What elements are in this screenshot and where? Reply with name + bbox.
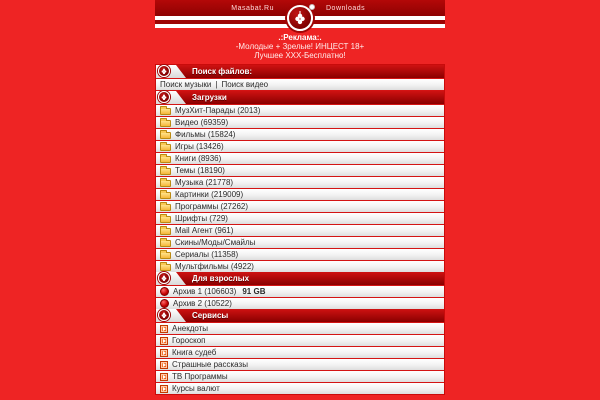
- folder-label: Программы (27262): [175, 202, 249, 211]
- service-row[interactable]: [156, 347, 444, 358]
- site-logo-icon[interactable]: [287, 5, 313, 31]
- folder-label: Книги (8936): [175, 154, 222, 163]
- service-row[interactable]: [156, 359, 444, 370]
- adult-archive-row[interactable]: [156, 298, 444, 309]
- folder-icon: [160, 108, 171, 115]
- section-header-services: [156, 309, 444, 322]
- section-title: Для взрослых: [192, 274, 250, 283]
- folder-icon: [160, 252, 171, 259]
- folder-icon: [160, 180, 171, 187]
- search-video-link[interactable]: Поиск видео: [221, 80, 269, 89]
- search-music-link[interactable]: Поиск музыки: [160, 80, 212, 89]
- site-logo-icon: [158, 91, 170, 103]
- site-name: Masabat.Ru: [231, 4, 274, 12]
- folder-row[interactable]: [156, 249, 444, 260]
- section-title: Загрузки: [192, 93, 227, 102]
- services-list: [156, 323, 444, 394]
- section-title: Сервисы: [192, 311, 229, 320]
- section-header-search: [156, 65, 444, 78]
- folder-row[interactable]: [156, 177, 444, 188]
- archive-label: Архив 2 (10522): [173, 299, 232, 308]
- folder-icon: [160, 192, 171, 199]
- link-separator: |: [215, 80, 218, 89]
- service-row[interactable]: [156, 335, 444, 346]
- folder-label: МузХит-Парады (2013): [175, 106, 261, 115]
- ad-title: .:Реклама:.: [278, 33, 322, 42]
- folder-icon: [160, 216, 171, 223]
- folder-label: Видео (69359): [175, 118, 229, 127]
- folder-label: Фильмы (15824): [175, 130, 236, 139]
- arrow-bullet-icon: [160, 325, 168, 333]
- site-header: [155, 0, 445, 28]
- folder-row[interactable]: [156, 189, 444, 200]
- arrow-bullet-icon: [160, 373, 168, 381]
- folder-row[interactable]: [156, 213, 444, 224]
- folder-label: Мультфильмы (4922): [175, 262, 254, 271]
- arrow-bullet-icon: [160, 361, 168, 369]
- service-label: Книга судеб: [172, 348, 217, 357]
- archive-size: 91 GB: [242, 287, 266, 296]
- site-logo-icon: [158, 272, 170, 284]
- folder-label: Игры (13426): [175, 142, 224, 151]
- folder-label: Mail Агент (961): [175, 226, 234, 235]
- ad-banner[interactable]: [155, 33, 445, 60]
- service-row[interactable]: [156, 371, 444, 382]
- folder-label: Музыка (21778): [175, 178, 234, 187]
- service-label: Страшные рассказы: [172, 360, 248, 369]
- folder-row[interactable]: [156, 129, 444, 140]
- folder-row[interactable]: [156, 153, 444, 164]
- folder-icon: [160, 204, 171, 211]
- folder-icon: [160, 264, 171, 271]
- berry-icon: [160, 287, 169, 296]
- folder-row[interactable]: [156, 261, 444, 272]
- folder-icon: [160, 132, 171, 139]
- adult-list: [156, 286, 444, 309]
- folder-row[interactable]: [156, 201, 444, 212]
- site-logo-icon: [158, 65, 170, 77]
- folder-row[interactable]: [156, 225, 444, 236]
- folder-row[interactable]: [156, 141, 444, 152]
- folder-icon: [160, 168, 171, 175]
- section-header-downloads: [156, 91, 444, 104]
- service-label: Гороскоп: [172, 336, 206, 345]
- folder-row[interactable]: [156, 165, 444, 176]
- folder-icon: [160, 156, 171, 163]
- search-links-row: [156, 79, 444, 90]
- downloads-list: [156, 105, 444, 272]
- folder-label: Скины/Моды/Смайлы: [175, 238, 256, 247]
- adult-archive-row[interactable]: [156, 286, 444, 297]
- berry-icon: [160, 299, 169, 308]
- folder-label: Картинки (219009): [175, 190, 244, 199]
- folder-label: Сериалы (11358): [175, 250, 239, 259]
- folder-label: Шрифты (729): [175, 214, 228, 223]
- folder-row[interactable]: [156, 237, 444, 248]
- folder-icon: [160, 240, 171, 247]
- ad-line-2: Лучшее XXX-Бесплатно!: [254, 51, 346, 60]
- arrow-bullet-icon: [160, 349, 168, 357]
- service-row[interactable]: [156, 383, 444, 394]
- service-label: Курсы валют: [172, 384, 220, 393]
- site-logo-icon: [158, 309, 170, 321]
- service-label: Анекдоты: [172, 324, 209, 333]
- arrow-bullet-icon: [160, 337, 168, 345]
- folder-row[interactable]: [156, 105, 444, 116]
- arrow-bullet-icon: [160, 385, 168, 393]
- folder-label: Темы (18190): [175, 166, 225, 175]
- folder-icon: [160, 120, 171, 127]
- logo-dot-icon: [309, 4, 315, 10]
- section-header-adult: [156, 272, 444, 285]
- folder-icon: [160, 144, 171, 151]
- service-row[interactable]: [156, 323, 444, 334]
- folder-icon: [160, 228, 171, 235]
- site-tagline: Downloads: [326, 4, 366, 12]
- ad-line-1: -Молодые + Зрелые! ИНЦЕСТ 18+: [235, 42, 365, 51]
- service-label: ТВ Программы: [172, 372, 228, 381]
- content-column: [155, 64, 445, 395]
- archive-label: Архив 1 (106603): [173, 287, 237, 296]
- section-title: Поиск файлов:: [192, 67, 253, 76]
- folder-row[interactable]: [156, 117, 444, 128]
